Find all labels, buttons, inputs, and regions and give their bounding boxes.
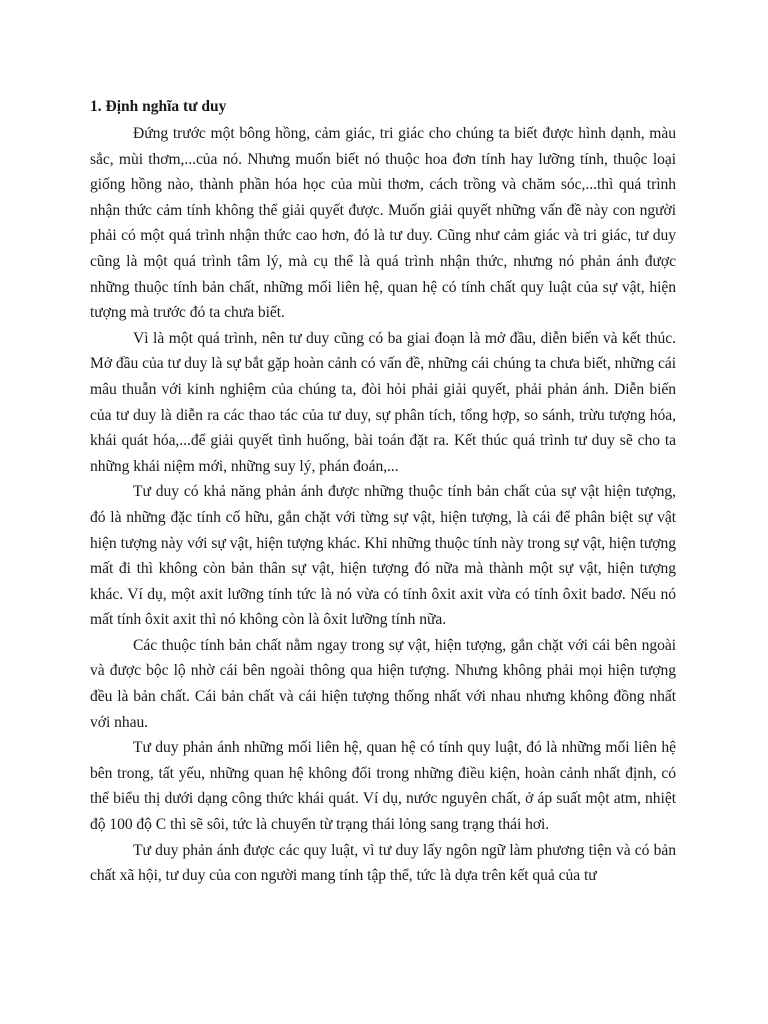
paragraph-3: Tư duy có khả năng phản ánh được những thuộc tính bản chất của sự vật hiện tượng, đó là những đặc tính cố hữu, gắn chặt với từng sự vật, hiện tượng, là cái để phân biệt sự vật hiện tượng này với sự vật, hiện tượng khác. Khi những thuộc tính này trong sự vật, hiện tượng mất đi thì không còn bản thân sự vật, hiện tượng đó nữa mà thành một sự vật, hiện tượng khác. Ví dụ, một axit lưỡng tính tức là nó vừa có tính ôxit axit vừa có tính ôxit badơ. Nếu nó mất tính ôxit axit thì nó không còn là ôxit lưỡng tính nữa. xyxy=(90,483,676,629)
paragraph-5: Tư duy phản ánh những mối liên hệ, quan hệ có tính quy luật, đó là những mối liên hệ bên trong, tất yếu, những quan hệ không đổi trong những điều kiện, hoàn cảnh nhất định, có thể biểu thị dưới dạng công thức khái quát. Ví dụ, nước nguyên chất, ở áp suất một atm, nhiệt độ 100 độ C thì sẽ sôi, tức là chuyển từ trạng thái lỏng sang trạng thái hơi. xyxy=(90,739,676,834)
document-page xyxy=(90,95,676,889)
paragraph-4: Các thuộc tính bản chất nằm ngay trong sự vật, hiện tượng, gắn chặt với cái bên ngoài và được bộc lộ nhờ cái bên ngoài thông qua hiện tượng. Nhưng không phải mọi hiện tượng đều là bản chất. Cái bản chất và cái hiện tượng thống nhất với nhau nhưng không đồng nhất với nhau. xyxy=(90,636,676,731)
paragraph-2: Vì là một quá trình, nên tư duy cũng có ba giai đoạn là mở đầu, diễn biến và kết thúc. Mở đầu của tư duy là sự bắt gặp hoàn cảnh có vấn đề, những cái chúng ta chưa biết, những cái mâu thuẫn với kinh nghiệm của chúng ta, đòi hỏi phải giải quyết, phải phản ánh. Diễn biến của tư duy là diễn ra các thao tác của tư duy, sự phân tích, tổng hợp, so sánh, trừu tượng hóa, khái quát hóa,...để giải quyết tình huống, bài toán đặt ra. Kết thúc quá trình tư duy sẽ cho ta những khái niệm mới, những suy lý, phán đoán,... xyxy=(90,329,676,475)
section-heading: 1. Định nghĩa tư duy xyxy=(90,98,227,115)
paragraph-1: Đứng trước một bông hồng, cảm giác, tri giác cho chúng ta biết được hình dạnh, màu sắc, mùi thơm,...của nó. Nhưng muốn biết nó thuộc hoa đơn tính hay lưỡng tính, thuộc loại giống hồng nào, thành phần hóa học của mùi thơm, cách trồng và chăm sóc,...thì quá trình nhận thức cảm tính không thể giải quyết được. Muốn giải quyết những vấn đề này con người phải có một quá trình nhận thức cao hơn, đó là tư duy. Cũng như cảm giác và tri giác, tư duy cũng là một quá trình tâm lý, mà cụ thể là quá trình nhận thức, nhưng nó phản ánh được những thuộc tính bản chất, những mối liên hệ, quan hệ có tính chất quy luật của sự vật, hiện tượng mà trước đó ta chưa biết. xyxy=(90,125,676,322)
paragraph-6: Tư duy phản ánh được các quy luật, vì tư duy lấy ngôn ngữ làm phương tiện và có bản chất xã hội, tư duy của con người mang tính tập thể, tức là dựa trên kết quả của tư xyxy=(90,841,676,885)
